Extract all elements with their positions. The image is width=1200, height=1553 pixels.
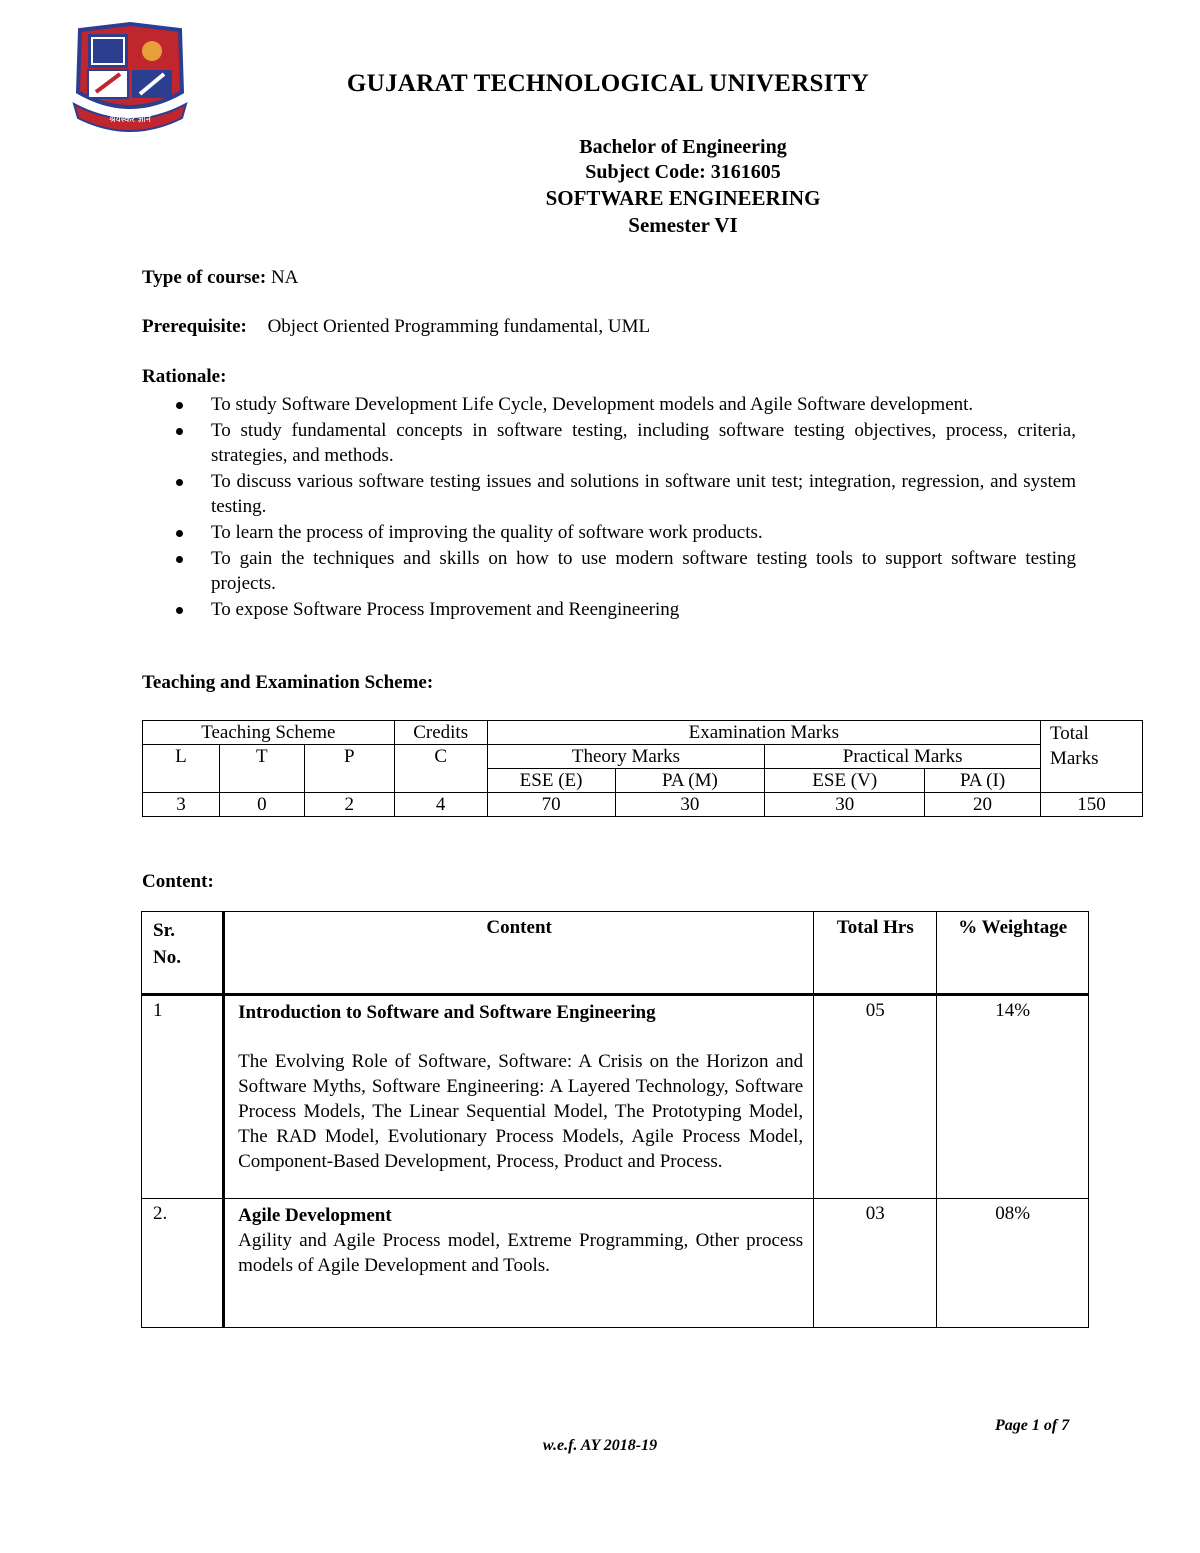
unit-body: Agility and Agile Process model, Extreme Programming, Other process models of Agile Development and Tools.: [238, 1230, 804, 1276]
total-hrs-header: Total Hrs: [814, 912, 937, 995]
practical-marks-header: Practical Marks: [765, 745, 1041, 769]
list-item: To learn the process of improving the quality of software work products.: [142, 520, 1076, 545]
sr-no-header: Sr. No.: [142, 912, 224, 995]
degree: Bachelor of Engineering: [579, 136, 787, 158]
pa-i-value: 20: [925, 793, 1041, 817]
table-row: [142, 995, 1089, 1199]
p-value: 2: [304, 793, 394, 817]
prerequisite-label: Prerequisite:: [142, 316, 247, 337]
table-row: [143, 793, 1143, 817]
semester: Semester VI: [628, 213, 738, 237]
table-row: [142, 1199, 1089, 1328]
ese-e-value: 70: [487, 793, 615, 817]
list-item: To gain the techniques and skills on how to use modern software testing tools to support software testing projects.: [142, 546, 1076, 596]
list-item: To study fundamental concepts in software testing, including software testing objectives, process, criteria, strategies, and methods.: [142, 418, 1076, 468]
pa-m-value: 30: [615, 793, 765, 817]
content-label: Content:: [142, 871, 214, 892]
subject-name: SOFTWARE ENGINEERING: [545, 186, 821, 210]
weightage-value: 14%: [937, 995, 1089, 1199]
ese-v-value: 30: [765, 793, 925, 817]
content-cell: [224, 1199, 814, 1328]
effective-from: w.e.f. AY 2018-19: [542, 1437, 658, 1454]
bullet-icon: [176, 402, 183, 409]
unit-body: The Evolving Role of Software, Software: A Crisis on the Horizon and Software Myths, Software Engineering: A Layered Technology, Software Process Models, The Linear Sequential Model, The Prototyping Model, The RAD Model, Evolutionary Process Models, Agile Process Model, Component-Based Development, Process, Product and Process.: [238, 1051, 804, 1172]
type-of-course-value: NA: [270, 267, 299, 288]
unit-title: Introduction to Software and Software Engineering: [238, 1002, 656, 1023]
hrs-value: 03: [814, 1199, 937, 1328]
c-header: C: [394, 745, 487, 793]
list-item: To expose Software Process Improvement and Reengineering: [142, 597, 1076, 622]
bullet-icon: [176, 607, 183, 614]
prerequisite: [142, 316, 650, 338]
content-table: [141, 911, 1089, 1328]
c-value: 4: [394, 793, 487, 817]
ese-v-header: ESE (V): [765, 769, 925, 793]
hrs-value: 05: [814, 995, 937, 1199]
credits-header: Credits: [394, 721, 487, 745]
content-header: Content: [224, 912, 814, 995]
t-header: T: [219, 745, 304, 793]
svg-text:श्रेयस्कर ज्ञान: श्रेयस्कर ज्ञान: [109, 115, 151, 125]
sr-no: 2.: [142, 1199, 224, 1328]
university-title: GUJARAT TECHNOLOGICAL UNIVERSITY: [346, 70, 870, 97]
ese-e-header: ESE (E): [487, 769, 615, 793]
subject-code: Subject Code: 3161605: [585, 161, 781, 183]
list-item: To study Software Development Life Cycle, Development models and Agile Software development.: [142, 392, 1076, 417]
content-header-row: [142, 912, 1089, 995]
teaching-examination-scheme-table: [142, 720, 1143, 817]
pa-i-header: PA (I): [925, 769, 1041, 793]
content-cell: [224, 995, 814, 1199]
weightage-header: % Weightage: [937, 912, 1089, 995]
pa-m-header: PA (M): [615, 769, 765, 793]
bullet-icon: [176, 479, 183, 486]
total-marks-header: Total Marks: [1040, 721, 1142, 793]
examination-marks-header: Examination Marks: [487, 721, 1040, 745]
p-header: P: [304, 745, 394, 793]
unit-title: Agile Development: [238, 1205, 392, 1226]
total-value: 150: [1040, 793, 1142, 817]
list-item: To discuss various software testing issues and solutions in software unit test; integration, regression, and system testing.: [142, 469, 1076, 519]
t-value: 0: [219, 793, 304, 817]
prerequisite-value: Object Oriented Programming fundamental, UML: [267, 316, 651, 337]
scheme-label: Teaching and Examination Scheme:: [142, 672, 434, 693]
teaching-scheme-header: Teaching Scheme: [143, 721, 395, 745]
weightage-value: 08%: [937, 1199, 1089, 1328]
bullet-icon: [176, 428, 183, 435]
bullet-icon: [176, 556, 183, 563]
rationale-label: Rationale:: [142, 366, 227, 387]
rationale-list: [142, 392, 1076, 623]
page-number: Page 1 of 7: [995, 1417, 1070, 1434]
bullet-icon: [176, 530, 183, 537]
type-of-course-label: Type of course:: [142, 267, 267, 288]
sr-no: 1: [142, 995, 224, 1199]
l-value: 3: [143, 793, 220, 817]
theory-marks-header: Theory Marks: [487, 745, 765, 769]
l-header: L: [143, 745, 220, 793]
type-of-course: [142, 267, 298, 289]
